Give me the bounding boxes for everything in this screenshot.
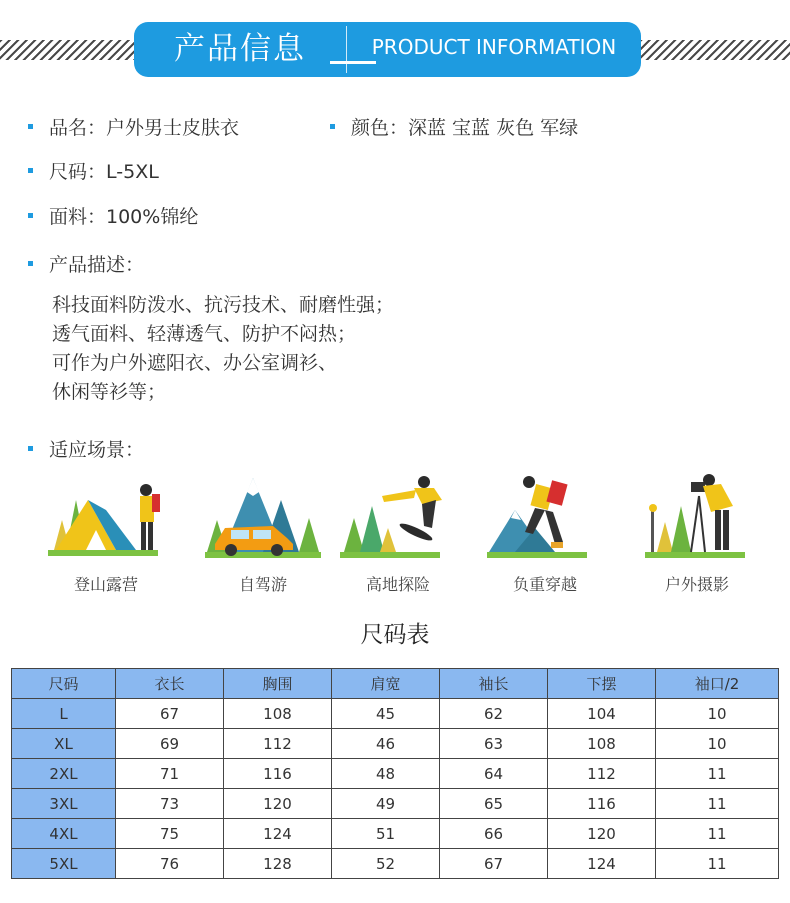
cell: 71 (116, 759, 224, 789)
scene-label: 负重穿越 (512, 575, 577, 594)
cell: 11 (656, 789, 779, 819)
desc-line: 科技面料防泼水、抗污技术、耐磨性强； (52, 294, 395, 316)
header-size: 尺码 (12, 669, 116, 699)
table-row (12, 759, 779, 789)
cell: 49 (332, 789, 440, 819)
info-desc-label (28, 250, 144, 277)
cell: 10 (656, 699, 779, 729)
cell: L (12, 699, 116, 729)
cell: 46 (332, 729, 440, 759)
cell: 11 (656, 819, 779, 849)
cell: 4XL (12, 819, 116, 849)
info-size-text: 尺码：L-5XL (49, 161, 159, 183)
cell: 112 (548, 759, 656, 789)
desc-line: 透气面料、轻薄透气、防护不闷热； (52, 323, 357, 345)
table-row (12, 789, 779, 819)
cell: 65 (440, 789, 548, 819)
info-scene-label (28, 435, 144, 462)
desc-line: 休闲等衫等； (52, 381, 167, 403)
car-trip-icon (203, 470, 323, 560)
cell: 108 (224, 699, 332, 729)
info-fabric (28, 202, 198, 229)
info-color-text: 颜色：深蓝 宝蓝 灰色 军绿 (351, 117, 579, 139)
cell: 124 (224, 819, 332, 849)
cell: 116 (224, 759, 332, 789)
cell: 124 (548, 849, 656, 879)
table-row (12, 849, 779, 879)
banner-title-cn: 产品信息 (174, 31, 306, 67)
cell: 104 (548, 699, 656, 729)
cell: 51 (332, 819, 440, 849)
info-name (28, 113, 239, 140)
cell: 112 (224, 729, 332, 759)
photography-icon (637, 470, 757, 560)
size-table (11, 668, 779, 879)
scene-label: 自驾游 (238, 575, 287, 594)
header-chest: 胸围 (224, 669, 332, 699)
table-row (12, 819, 779, 849)
info-color (330, 113, 578, 140)
cell: 52 (332, 849, 440, 879)
bullet-icon (28, 168, 33, 173)
info-name-text: 品名：户外男士皮肤衣 (49, 117, 240, 139)
cell: 11 (656, 759, 779, 789)
bullet-icon (28, 124, 33, 129)
cell: 48 (332, 759, 440, 789)
right-hatch-decoration (640, 40, 790, 60)
scene-label: 登山露营 (73, 575, 138, 594)
info-fabric-text: 面料：100%锦纶 (49, 206, 199, 228)
header-length: 衣长 (116, 669, 224, 699)
cell: 10 (656, 729, 779, 759)
cell: 63 (440, 729, 548, 759)
left-hatch-decoration (0, 40, 135, 60)
cell: 116 (548, 789, 656, 819)
bullet-icon (28, 446, 33, 451)
cell: 76 (116, 849, 224, 879)
info-scene-label-text: 适应场景： (49, 439, 145, 461)
cell: 120 (224, 789, 332, 819)
cell: 3XL (12, 789, 116, 819)
cell: 73 (116, 789, 224, 819)
table-row (12, 729, 779, 759)
cell: 67 (440, 849, 548, 879)
backpack-hiking-icon (485, 470, 605, 560)
info-desc-label-text: 产品描述： (49, 254, 145, 276)
cell: 108 (548, 729, 656, 759)
scene-label: 户外摄影 (664, 575, 729, 594)
header-hem: 下摆 (548, 669, 656, 699)
cell: 45 (332, 699, 440, 729)
cell: 66 (440, 819, 548, 849)
cell: 11 (656, 849, 779, 879)
banner-underline (330, 61, 376, 64)
cell: 75 (116, 819, 224, 849)
cell: 5XL (12, 849, 116, 879)
cell: 64 (440, 759, 548, 789)
table-row (12, 699, 779, 729)
bullet-icon (28, 213, 33, 218)
scene-label: 高地探险 (365, 575, 430, 594)
info-size (28, 157, 159, 184)
bullet-icon (330, 124, 335, 129)
cell: 69 (116, 729, 224, 759)
cell: 128 (224, 849, 332, 879)
cell: 62 (440, 699, 548, 729)
cell: XL (12, 729, 116, 759)
size-table-title: 尺码表 (360, 622, 430, 648)
jump-adventure-icon (338, 470, 458, 560)
cell: 120 (548, 819, 656, 849)
table-header-row (12, 669, 779, 699)
header-sleeve: 袖长 (440, 669, 548, 699)
header-shoulder: 肩宽 (332, 669, 440, 699)
header-cuff: 袖口/2 (656, 669, 779, 699)
bullet-icon (28, 261, 33, 266)
section-banner (134, 22, 641, 77)
banner-title-en: PRODUCT INFORMATION (371, 35, 617, 59)
cell: 2XL (12, 759, 116, 789)
desc-line: 可作为户外遮阳衣、办公室调衫、 (52, 352, 338, 374)
cell: 67 (116, 699, 224, 729)
camping-icon (46, 470, 166, 560)
